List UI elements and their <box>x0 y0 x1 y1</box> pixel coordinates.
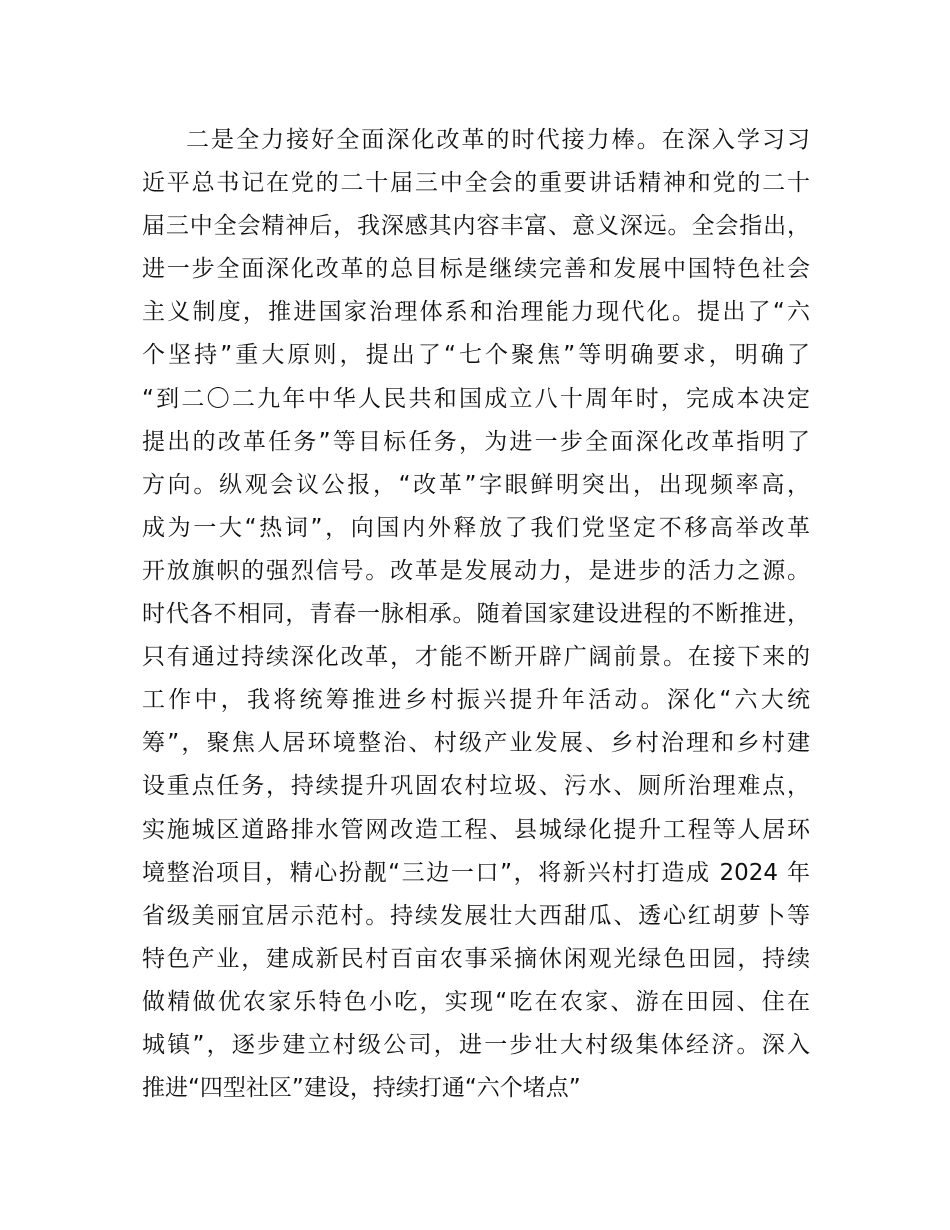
text-line: “到二〇二九年中华人民共和国成立八十周年时，完成本决定 <box>142 385 810 412</box>
text-line: 提出的改革任务”等目标任务，为进一步全面深化改革指明了 <box>142 428 810 455</box>
text-line: 特色产业，建成新民村百亩农事采摘休闲观光绿色田园，持续 <box>142 945 810 972</box>
text-line: 近平总书记在党的二十届三中全会的重要讲话精神和党的二十 <box>142 170 810 197</box>
text-line: 省级美丽宜居示范村。持续发展壮大西甜瓜、透心红胡萝卜等 <box>142 902 810 929</box>
text-line: 届三中全会精神后，我深感其内容丰富、意义深远。全会指出， <box>142 213 810 240</box>
text-line: 方向。纵观会议公报，“改革”字眼鲜明突出，出现频率高， <box>142 471 810 498</box>
text-line: 开放旗帜的强烈信号。改革是发展动力，是进步的活力之源。 <box>142 557 810 584</box>
text-line: 推进“四型社区”建设，持续打通“六个堵点” <box>142 1075 581 1102</box>
text-line: 时代各不相同，青春一脉相承。随着国家建设进程的不断推进， <box>142 601 810 628</box>
text-line: 城镇”，逐步建立村级公司，进一步壮大村级集体经济。深入 <box>142 1031 810 1058</box>
text-line: 做精做优农家乐特色小吃，实现“吃在农家、游在田园、住在 <box>142 988 810 1015</box>
text-line: 进一步全面深化改革的总目标是继续完善和发展中国特色社会 <box>142 256 810 283</box>
text-line: 个坚持”重大原则，提出了“七个聚焦”等明确要求，明确了 <box>142 342 810 369</box>
text-line: 主义制度，推进国家治理体系和治理能力现代化。提出了“六 <box>142 299 810 326</box>
text-line: 实施城区道路排水管网改造工程、县城绿化提升工程等人居环 <box>142 816 810 843</box>
text-line: 设重点任务，持续提升巩固农村垃圾、污水、厕所治理难点， <box>142 773 810 800</box>
text-line: 筹”，聚焦人居环境整治、村级产业发展、乡村治理和乡村建 <box>142 730 810 757</box>
body-paragraph <box>142 119 810 1110</box>
text-line: 境整治项目，精心扮靓“三边一口”，将新兴村打造成 2024 年 <box>142 859 810 886</box>
text-line: 工作中，我将统筹推进乡村振兴提升年活动。深化“六大统 <box>142 687 810 714</box>
text-line: 成为一大“热词”，向国内外释放了我们党坚定不移高举改革 <box>142 514 810 541</box>
text-line: 只有通过持续深化改革，才能不断开辟广阔前景。在接下来的 <box>142 644 810 671</box>
text-line: 二是全力接好全面深化改革的时代接力棒。在深入学习习 <box>186 127 810 153</box>
